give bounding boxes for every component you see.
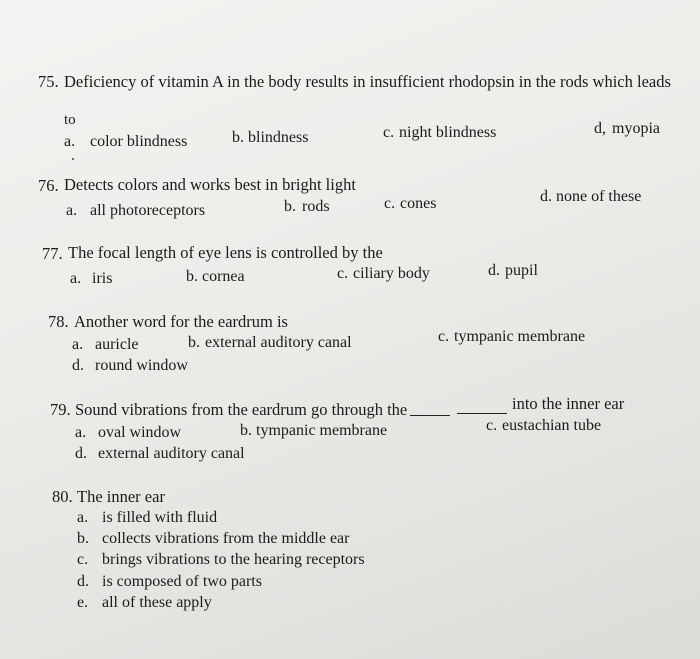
option-letter: a. xyxy=(64,133,76,150)
option-text: color blindness xyxy=(90,133,188,150)
question-text-after: into the inner ear xyxy=(512,394,625,413)
option-letter: c. xyxy=(77,551,89,568)
option-letter: e. xyxy=(77,594,89,611)
question-text: Detects colors and works best in bright light xyxy=(64,175,356,194)
option-letter: c. xyxy=(337,265,349,282)
option-letter: d. xyxy=(72,357,84,374)
answer-blank xyxy=(410,415,450,416)
option-text: all photoreceptors xyxy=(90,202,206,219)
option-text: ciliary body xyxy=(353,265,430,282)
question-number: 77. xyxy=(42,244,63,263)
question-number: 80. xyxy=(52,487,73,506)
option-letter: c. xyxy=(438,328,450,345)
option-letter: a. xyxy=(66,202,78,219)
option-letter: d. xyxy=(488,262,500,279)
option-text: external auditory canal xyxy=(205,334,352,351)
option-letter: c. xyxy=(486,417,498,434)
option-text: blindness xyxy=(248,129,309,146)
option-text: brings vibrations to the hearing receptors xyxy=(102,551,365,568)
question-number: 79. xyxy=(50,400,71,419)
option-letter: a. xyxy=(77,509,89,526)
option-text: is filled with fluid xyxy=(102,509,218,526)
option-letter: a. xyxy=(75,424,87,441)
option-letter: b. xyxy=(240,422,252,439)
option-letter: b. xyxy=(77,530,89,547)
option-letter: b. xyxy=(188,334,200,351)
option-text: myopia xyxy=(612,120,660,137)
option-letter: b. xyxy=(284,198,296,215)
option-letter: d. xyxy=(75,445,87,462)
option-text: round window xyxy=(95,357,188,374)
option-letter: a. xyxy=(72,336,84,353)
option-letter: a. xyxy=(70,270,82,287)
question-text-continued: to xyxy=(64,112,76,128)
option-text: tympanic membrane xyxy=(454,328,586,345)
question-number: 75. xyxy=(38,72,59,91)
option-letter: c. xyxy=(384,195,396,212)
stray-dot xyxy=(72,158,74,160)
answer-blank xyxy=(457,413,507,414)
question-text: Another word for the eardrum is xyxy=(74,312,288,331)
option-text: eustachian tube xyxy=(502,417,602,434)
option-text: pupil xyxy=(505,262,538,279)
option-letter: c. xyxy=(383,124,395,141)
option-letter: d. xyxy=(77,573,89,590)
option-letter: d, xyxy=(594,120,606,137)
option-letter: b. xyxy=(232,129,244,146)
question-text: Sound vibrations from the eardrum go through the xyxy=(75,400,408,419)
option-letter: b. xyxy=(186,268,198,285)
option-text: collects vibrations from the middle ear xyxy=(102,530,350,547)
option-text: night blindness xyxy=(399,124,497,141)
question-text: The focal length of eye lens is controlled by the xyxy=(68,243,383,262)
option-text: cornea xyxy=(202,268,245,285)
option-text: cones xyxy=(400,195,437,212)
option-text: external auditory canal xyxy=(98,445,245,462)
option-text: rods xyxy=(302,198,330,215)
option-text: none of these xyxy=(556,188,642,205)
question-number: 76. xyxy=(38,176,59,195)
option-text: tympanic membrane xyxy=(256,422,388,439)
question-text: The inner ear xyxy=(77,487,165,506)
option-letter: d. xyxy=(540,188,552,205)
option-text: is composed of two parts xyxy=(102,573,262,590)
option-text: oval window xyxy=(98,424,182,441)
option-text: auricle xyxy=(95,336,139,353)
question-number: 78. xyxy=(48,312,69,331)
option-text: iris xyxy=(92,270,113,287)
option-text: all of these apply xyxy=(102,594,212,611)
question-text: Deficiency of vitamin A in the body results in insufficient rhodopsin in the rods which leads xyxy=(64,72,671,91)
